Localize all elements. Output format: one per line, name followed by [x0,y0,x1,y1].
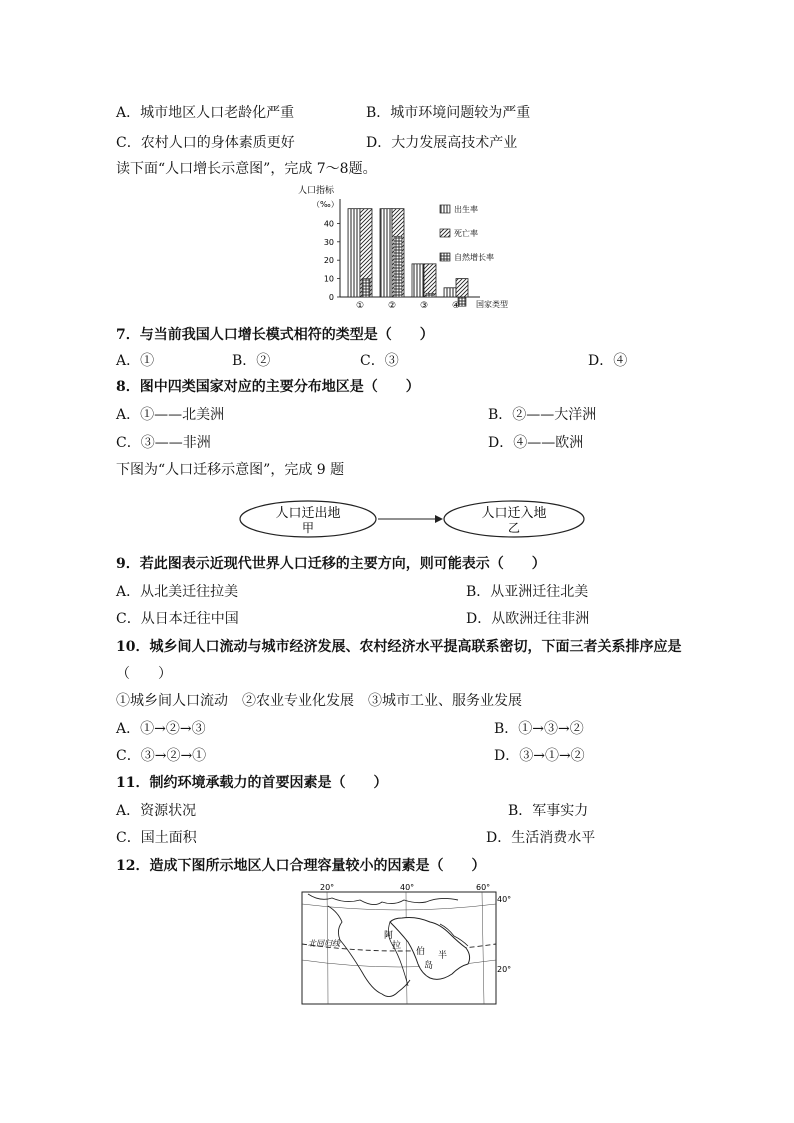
arabia-char-4: 半 [438,951,448,961]
legend-swatch-3 [440,253,450,261]
map-lat-40: 40° [497,895,512,904]
tropic-of-cancer-label: 北回归线 [308,939,340,948]
q9-option-d: D．从欧洲迁往非洲 [466,611,590,627]
destination-code: 乙 [507,521,521,535]
bar-birth-rate-2 [380,209,392,297]
q10-option-a: A．①→②→③ [116,721,206,737]
q6-option-a: A．城市地区人口老龄化严重 [116,105,295,121]
q11-option-b: B．军事实力 [508,803,589,819]
y-tick-label-30: 30 [323,237,334,247]
y-tick-label-40: 40 [323,219,334,229]
q6-option-d: D．大力发展高技术产业 [366,135,518,151]
legend-label-2: 死亡率 [454,229,478,238]
y-tick-label-0: 0 [328,293,334,302]
legend-label-1: 出生率 [454,205,478,214]
q11-option-a: A．资源状况 [116,803,197,819]
q6-option-c: C．农村人口的身体素质更好 [116,135,295,151]
bar-birth-rate-4 [444,288,456,297]
q11-option-d: D．生活消费水平 [486,830,596,846]
q7-option-d: D．④ [588,353,628,369]
bar-death-rate-4 [456,279,468,297]
q11-option-c: C．国土面积 [116,830,197,846]
map-lon-60: 60° [476,883,491,892]
map-lat-20: 20° [497,965,512,974]
q9-stem: 9．若此图表示近现代世界人口迁移的主要方向，则可能表示（ ） [116,556,546,572]
x-tick-label-4: ④ [451,301,461,311]
migration-diagram [238,497,594,541]
map-lon-20: 20° [320,883,335,892]
x-tick-label-2: ② [387,301,397,311]
q10-items: ①城乡间人口流动 ②农业专业化发展 ③城市工业、服务业发展 [116,693,522,709]
q9-option-c: C．从日本迁往中国 [116,611,239,627]
q9-option-a: A．从北美迁往拉美 [116,584,239,600]
q7-stem: 7．与当前我国人口增长模式相符的类型是（ ） [116,327,434,343]
arabian-peninsula-map [290,882,518,1006]
arabia-char-1: 阿 [384,931,394,941]
origin-code: 甲 [301,521,315,535]
bar-death-rate-3 [424,264,436,297]
bar-birth-rate-1 [348,209,360,297]
destination-label: 人口迁入地 [481,506,547,521]
bar-natural-growth-3 [426,293,434,297]
bar-natural-growth-2 [394,236,402,297]
arabia-char-3: 伯 [416,947,426,957]
q10-option-b: B．①→③→② [494,721,584,737]
q9-option-b: B．从亚洲迁往北美 [466,584,589,600]
y-tick-label-10: 10 [323,274,334,284]
intro-7-8: 读下面“人口增长示意图”，完成 7～8题。 [116,161,377,177]
q8-option-a: A．①——北美洲 [116,407,225,423]
intro-9: 下图为“人口迁移示意图”，完成 9 题 [116,462,345,478]
x-tick-label-1: ① [355,301,365,311]
q10-option-c: C．③→②→① [116,748,207,764]
q8-option-d: D．④——欧洲 [488,435,584,451]
chart-xlabel: 国家类型 [476,300,508,309]
q8-option-b: B．②——大洋洲 [488,407,597,423]
q7-option-b: B．② [232,353,271,369]
q10-stem: 10．城乡间人口流动与城市经济发展、农村经济水平提高联系密切，下面三者关系排序应是 [116,639,682,655]
q11-stem: 11．制约环境承载力的首要因素是（ ） [116,775,388,791]
q8-option-c: C．③——非洲 [116,435,211,451]
origin-label: 人口迁出地 [275,506,341,521]
arabia-char-2: 拉 [392,941,402,951]
q10-option-d: D．③→①→② [494,748,585,764]
q12-stem: 12．造成下图所示地区人口合理容量较小的因素是（ ） [116,858,486,874]
bar-birth-rate-3 [412,264,424,297]
chart-yunit: （‰） [312,200,339,209]
legend-swatch-1 [440,205,450,213]
x-tick-label-3: ③ [419,301,429,311]
bar-natural-growth-1 [362,279,370,297]
q7-option-c: C．③ [360,353,399,369]
arabia-char-5: 岛 [424,961,434,971]
population-growth-chart [290,183,550,313]
chart-ylabel: 人口指标 [298,186,335,196]
q6-option-b: B．城市环境问题较为严重 [366,105,531,121]
map-lon-40: 40° [400,883,415,892]
legend-swatch-2 [440,229,450,237]
q7-option-a: A．① [116,353,155,369]
q8-stem: 8．图中四类国家对应的主要分布地区是（ ） [116,379,420,395]
legend-label-3: 自然增长率 [454,253,494,262]
q10-stem-answer: （ ） [116,666,172,682]
y-tick-label-20: 20 [323,256,334,266]
